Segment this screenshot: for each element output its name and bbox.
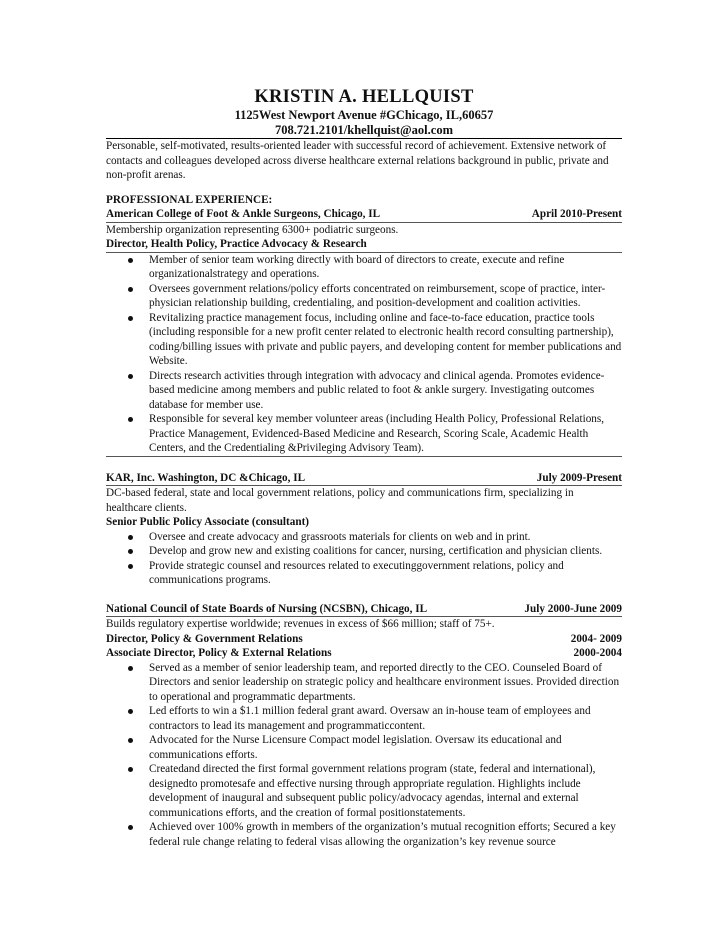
job-org: KAR, Inc. Washington, DC &Chicago, IL	[106, 471, 306, 484]
job-dates: April 2010-Present	[531, 208, 622, 220]
bullet-item: Provide strategic counsel and resources related to executinggovernment relations, policy and communications programs.	[106, 559, 622, 588]
candidate-name: KRISTIN A. HELLQUIST	[254, 87, 474, 107]
bullet-item: Createdand directed the first formal government relations program (state, federal and international), designedto promotesafe and effective nursing through appropriate regulation. Highlights include development of inaugural and subsequent public policy/advocacy agendas, internal and external communications efforts, and the creation of formal positionstatements.	[106, 762, 622, 820]
job-title: Director, Policy & Government Relations	[106, 632, 303, 645]
job-entry	[106, 207, 622, 457]
job-bullets	[106, 530, 622, 588]
job-title-row	[106, 515, 622, 530]
job-title-row	[106, 237, 622, 252]
job-title-row	[106, 646, 622, 661]
job-title: Director, Health Policy, Practice Advocacy & Research	[106, 238, 367, 250]
job-entry	[106, 471, 622, 588]
job-title: Associate Director, Policy & External Relations	[106, 647, 332, 659]
job-description: Membership organization representing 6300+ podiatric surgeons.	[106, 223, 399, 236]
job-description: DC-based federal, state and local government relations, policy and communications firm, specializing in healthcare clients.	[106, 487, 574, 514]
job-title-row	[106, 632, 622, 647]
bullet-item: Oversees government relations/policy efforts concentrated on reimbursement, scope of practice, inter-physician relationship building, credentialing, and position-development and coalition activities.	[106, 282, 622, 311]
job-description: Builds regulatory expertise worldwide; revenues in excess of $66 million; staff of 75+.	[106, 618, 495, 630]
candidate-address: 1125West Newport Avenue #GChicago, IL,60657	[234, 108, 494, 122]
job-dates: July 2000-June 2009	[524, 602, 622, 615]
job-title-years: 2004- 2009	[570, 632, 622, 645]
bullet-item: Responsible for several key member volunteer areas (including Health Policy, Professional Relations, Practice Management, Evidenced-Based Medicine and Research, Scoring Scale, Academic Health Centers, and the Credentialing &Privileging Advisory Team).	[106, 412, 622, 456]
job-title-years: 2000-2004	[573, 647, 622, 659]
bullet-item: Achieved over 100% growth in members of the organization’s mutual recognition efforts; Secured a key federal rule change relating to federal visas allowing the organization’s key revenue source	[106, 820, 622, 849]
bullet-item: Led efforts to win a $1.1 million federal grant award. Oversaw an in-house team of employees and contractors to lead its management and programmaticcontent.	[106, 704, 622, 733]
job-org: National Council of State Boards of Nursing (NCSBN), Chicago, IL	[106, 602, 428, 615]
job-bullets	[106, 253, 622, 456]
job-bullets	[106, 661, 622, 850]
job-entry	[106, 602, 622, 850]
job-org: American College of Foot & Ankle Surgeons, Chicago, IL	[106, 208, 381, 220]
job-header	[106, 602, 622, 617]
bullet-item: Directs research activities through integration with advocacy and clinical agenda. Promotes evidence-based medicine among members and public related to foot & ankle surgery. Investigating outcomes database for member use.	[106, 369, 622, 413]
bullet-item: Member of senior team working directly with board of directors to create, execute and refine organizationalstrategy and operations.	[106, 253, 622, 282]
bullet-item: Revitalizing practice management focus, including online and face-to-face education, practice tools (including responsible for a new profit center related to electronic health record consulting partnership), coding/billing issues with private and public payers, and developing content for member publications and Website.	[106, 311, 622, 369]
bullet-item: Served as a member of senior leadership team, and reported directly to the CEO. Counseled Board of Directors and senior leadership on strategic policy and healthcare environment issues. Provided direction to operational and programmatic departments.	[106, 661, 622, 705]
job-header	[106, 207, 622, 222]
candidate-contact: 708.721.2101/khellquist@aol.com	[275, 123, 453, 137]
resume-content	[106, 86, 622, 849]
section-title: PROFESSIONAL EXPERIENCE:	[106, 193, 273, 206]
job-dates: July 2009-Present	[536, 471, 622, 484]
job-header	[106, 471, 622, 486]
job-title: Senior Public Policy Associate (consultant)	[106, 516, 310, 528]
bullet-item: Oversee and create advocacy and grassroots materials for clients on web and in print.	[106, 530, 622, 545]
summary-paragraph: Personable, self-motivated, results-oriented leader with successful record of achievement. Extensive network of contacts and colleagues developed across diverse healthcare external relations background in public, private and non-profit arenas.	[106, 140, 609, 181]
bullet-item: Advocated for the Nurse Licensure Compact model legislation. Oversaw its educational and communications efforts.	[106, 733, 622, 762]
bullet-item: Develop and grow new and existing coalitions for cancer, nursing, certification and physician clients.	[106, 544, 622, 559]
